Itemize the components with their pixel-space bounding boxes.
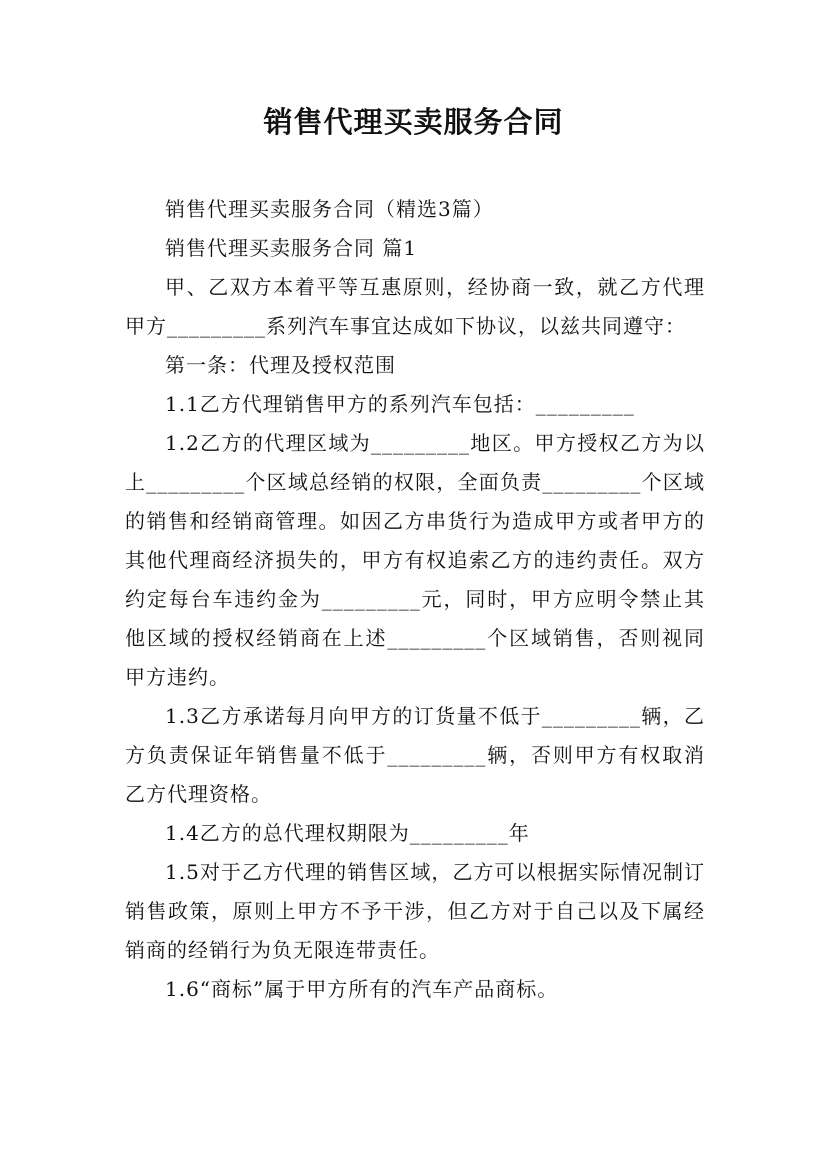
paragraph-section-heading: 销售代理买卖服务合同 篇1 bbox=[165, 236, 418, 260]
paragraph-clause-1-2: 1.2乙方的代理区域为_________地区。甲方授权乙方为以上_________个区域总经销的权限，全面负责_________个区域的销售和经销商管理。如因乙方串货行为造成甲方或者甲方的其他代理商经济损失的，甲方有权追索乙方的违约责任。双方约定每台车违约金为_________元，同时，甲方应明令禁止其他区域的授权经销商在上述_________个区域销售，否则视同甲方违约。 bbox=[125, 431, 705, 689]
document-title: 销售代理买卖服务合同 bbox=[263, 105, 564, 139]
paragraph-clause-1-6: 1.6“商标”属于甲方所有的汽车产品商标。 bbox=[165, 977, 559, 1001]
paragraph-clause-1-5: 1.5对于乙方代理的销售区域，乙方可以根据实际情况制订销售政策，原则上甲方不予干涉，但乙方对于自己以及下属经销商的经销行为负无限连带责任。 bbox=[125, 860, 705, 962]
paragraph-article-one: 第一条：代理及授权范围 bbox=[165, 353, 396, 377]
paragraph-preamble: 甲、乙双方本着平等互惠原则，经协商一致，就乙方代理甲方_________系列汽车事宜达成如下协议，以兹共同遵守： bbox=[125, 275, 705, 338]
document-body bbox=[125, 190, 705, 1009]
paragraph-clause-1-1: 1.1乙方代理销售甲方的系列汽车包括：_________ bbox=[165, 392, 635, 416]
paragraph-subtitle: 销售代理买卖服务合同（精选3篇） bbox=[165, 197, 494, 221]
paragraph-clause-1-3: 1.3乙方承诺每月向甲方的订货量不低于_________辆，乙方负责保证年销售量不低于_________辆，否则甲方有权取消乙方代理资格。 bbox=[125, 704, 705, 806]
paragraph-clause-1-4: 1.4乙方的总代理权期限为_________年 bbox=[165, 821, 530, 845]
